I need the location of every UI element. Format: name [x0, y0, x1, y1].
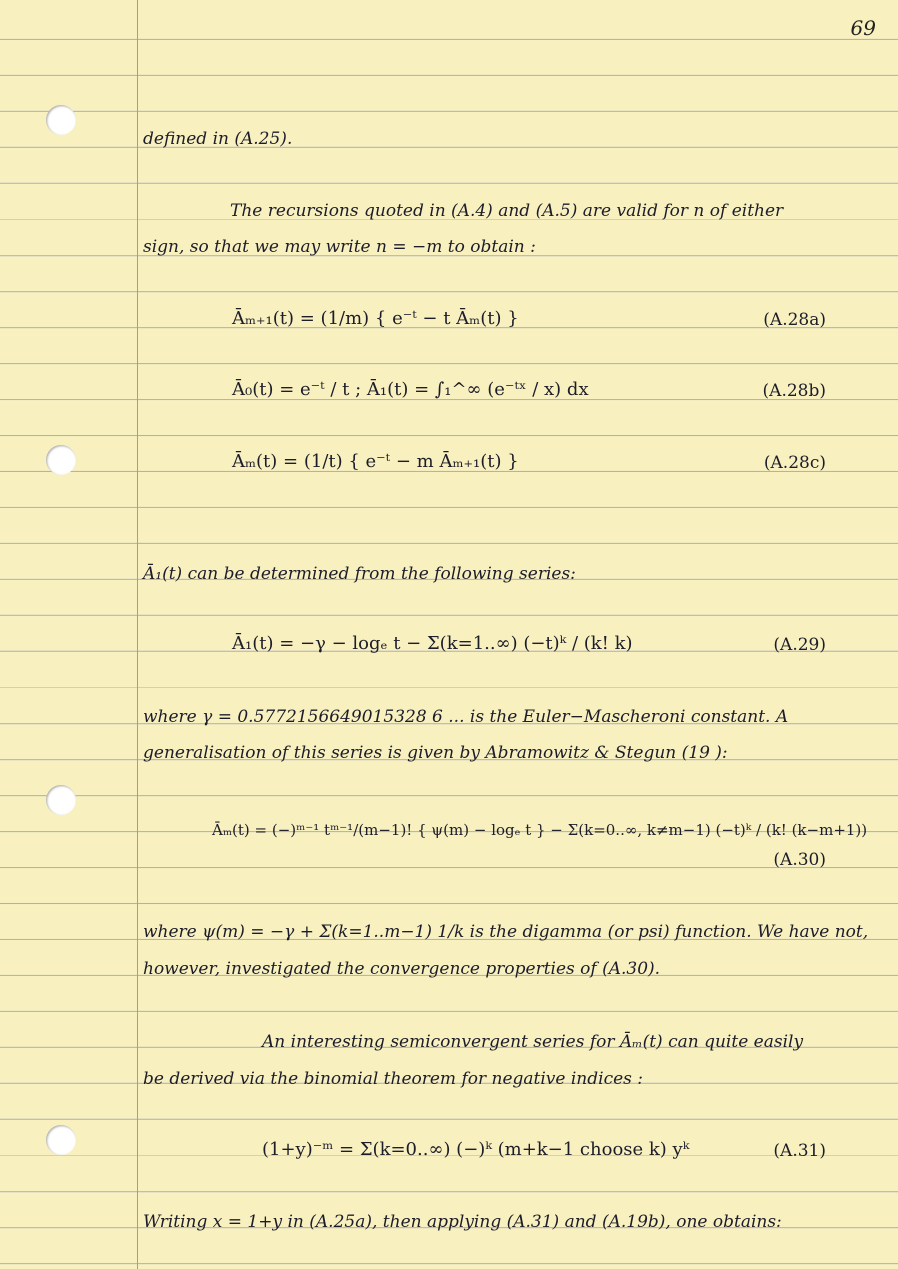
equation-number: (A.29) — [773, 635, 826, 655]
paragraph-line: where ψ(m) = −γ + Σ(k=1..m−1) 1/k is the digamma (or psi) function. We have not, — [143, 922, 869, 942]
paragraph-line: sign, so that we may write n = −m to obtain : — [143, 237, 536, 257]
paragraph-line: however, investigated the convergence properties of (A.30). — [143, 959, 661, 979]
paragraph-line: be derived via the binomial theorem for negative indices : — [143, 1069, 644, 1089]
equation: (1+y)⁻ᵐ = Σ(k=0..∞) (−)ᵏ (m+k−1 choose k) yᵏ — [262, 1139, 690, 1160]
equation-number: (A.31) — [773, 1141, 826, 1161]
paragraph-line: Writing x = 1+y in (A.25a), then applying (A.31) and (A.19b), one obtains: — [143, 1212, 782, 1232]
equation: Āₘ(t) = (1/t) { e⁻ᵗ − m Āₘ₊₁(t) } — [232, 451, 519, 472]
paragraph-line: The recursions quoted in (A.4) and (A.5) are valid for n of either — [230, 201, 784, 221]
equation-number: (A.28a) — [763, 310, 826, 330]
equation-number: (A.28c) — [763, 453, 826, 473]
paragraph-line: generalisation of this series is given by Abramowitz & Stegun (19 ): — [143, 743, 728, 763]
paragraph-line: An interesting semiconvergent series for Āₘ(t) can quite easily — [262, 1032, 804, 1052]
paragraph-line: defined in (A.25). — [143, 129, 293, 149]
punch-hole — [46, 785, 76, 815]
equation: Ā₀(t) = e⁻ᵗ / t ; Ā₁(t) = ∫₁^∞ (e⁻ᵗˣ / x) dx — [232, 379, 589, 400]
equation: Āₘ₊₁(t) = (1/m) { e⁻ᵗ − t Āₘ(t) } — [232, 308, 519, 329]
page-number: 69 — [850, 16, 876, 40]
equation: Ā₁(t) = −γ − logₑ t − Σ(k=1..∞) (−t)ᵏ / (k! k) — [232, 633, 633, 654]
equation-number: (A.30) — [773, 850, 826, 870]
punch-hole — [46, 445, 76, 475]
equation: Āₘ(t) = (−)ᵐ⁻¹ tᵐ⁻¹/(m−1)! { ψ(m) − logₑ t } − Σ(k=0..∞, k≠m−1) (−t)ᵏ / (k! (k−m+1)) — [212, 821, 868, 839]
punch-hole — [46, 1125, 76, 1155]
punch-hole — [46, 105, 76, 135]
equation-number: (A.28b) — [762, 381, 826, 401]
paragraph-line: where γ = 0.5772156649015328 6 ... is the Euler−Mascheroni constant. A — [143, 707, 789, 727]
paragraph-line: Ā₁(t) can be determined from the following series: — [143, 564, 576, 584]
margin-line — [137, 0, 138, 1269]
